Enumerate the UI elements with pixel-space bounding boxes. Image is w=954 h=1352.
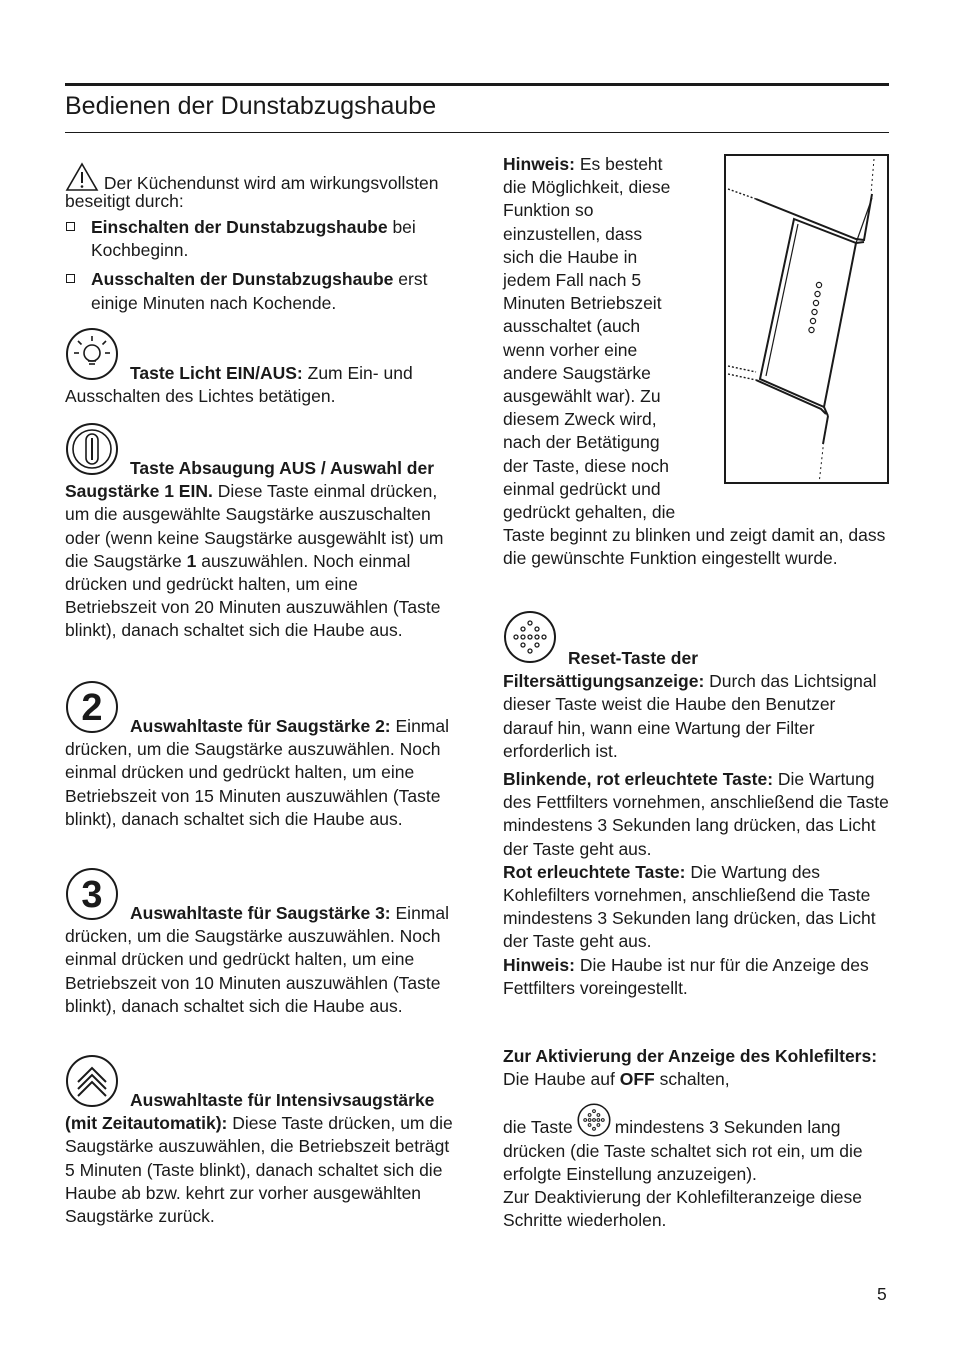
note-line: einmal gedrückt und <box>503 478 661 499</box>
off-text <box>65 457 453 643</box>
blink-rest: Die Wartung des Fettfilters vornehmen, anschließend die Taste mindestens 3 Sekunden lang drücken, das Licht der Taste geht aus. <box>503 769 889 859</box>
note-line: diesem Zweck wird, <box>503 409 657 430</box>
speed2-section <box>65 680 453 831</box>
activate-text <box>503 1045 889 1091</box>
speed3-bold: Auswahltaste für Saugstärke 3: <box>130 903 391 923</box>
header-rule-bottom <box>65 132 889 133</box>
note-lines <box>503 153 723 524</box>
header-rule-top <box>65 83 889 86</box>
note-line: einzustellen, dass <box>503 223 643 244</box>
page-title: Bedienen der Dunstabzugshaube <box>65 92 437 120</box>
intro-label: Der Küchendunst wird am wirkungsvollsten beseitigt durch: <box>65 173 439 211</box>
hint2-rest: Die Haube ist nur für die Anzeige des Fettfilters voreingestellt. <box>503 954 869 998</box>
red-rest: Die Wartung des Kohlefilters vornehmen, anschließend die Taste mindestens 3 Sekunden lang drücken, das Licht der Taste geht aus. <box>503 861 876 952</box>
note-line: die Möglichkeit, diese <box>503 177 671 198</box>
bullet-item-1 <box>65 216 453 262</box>
note-line: wenn vorher eine <box>503 339 638 360</box>
bullet-text: erst einige Minuten nach Kochende. <box>91 269 428 313</box>
blink-section <box>503 768 889 1000</box>
light-text <box>65 362 453 408</box>
hood-control-panel-figure <box>724 154 889 484</box>
reset-section <box>503 610 889 763</box>
blink-text <box>503 768 889 861</box>
hint2-bold: Hinweis: <box>503 954 575 975</box>
note-line: Funktion so <box>503 200 594 221</box>
speed2-bold: Auswahltaste für Saugstärke 2: <box>130 716 391 736</box>
off-rest2: auszuwählen. Noch einmal drücken und gedrückt halten, um eine Betriebszeit von 20 Minuten auszuwählen (Taste blinkt), danach schaltet sich die Haube aus. <box>65 550 441 641</box>
speed3-section <box>65 867 453 1018</box>
filter-reset-icon <box>577 1103 611 1137</box>
activate-section <box>503 1045 889 1232</box>
speed3-text <box>65 902 453 1018</box>
bullet-text: bei Kochbeginn. <box>91 217 416 261</box>
bullet-bold: Ausschalten der Dunstabzugshaube <box>91 269 394 290</box>
note-line: Minuten Betriebszeit <box>503 293 662 314</box>
note-line: sich die Haube in <box>503 246 638 267</box>
activate-bold: Zur Aktivierung der Anzeige des Kohlefilters: <box>503 1046 878 1066</box>
intro-section <box>65 162 453 315</box>
blink-bold: Blinkende, rot erleuchtete Taste: <box>503 769 774 789</box>
checkbox-square-icon <box>66 222 75 231</box>
off-bold2: 1 <box>186 550 197 571</box>
hint2-text <box>503 954 889 1000</box>
speed-3-icon-label: 3 <box>81 874 103 916</box>
note-line: Hinweis: Es besteht <box>503 154 663 174</box>
note-bold: Hinweis: <box>503 154 575 174</box>
reset-bold: Reset-Taste der Filtersättigungsanzeige: <box>503 648 705 692</box>
light-section <box>65 327 453 408</box>
bullet-bold: Einschalten der Dunstabzugshaube <box>91 217 388 237</box>
intensive-rest: Diese Taste drücken, um die Saugstärke auszuwählen, die Betriebszeit beträgt 5 Minuten (Taste blinkt), danach schaltet sich die Haube ab bzw. kehrt zur vorher ausgewählten Saugstärke zurück. <box>65 1113 453 1227</box>
speed2-text <box>65 715 453 831</box>
reset-rest: Durch das Lichtsignal dieser Taste weist die Haube den Benutzer darauf hin, wann eine Wartung der Filter erforderlich ist. <box>503 671 877 761</box>
note-line: andere Saugstärke <box>503 362 651 383</box>
light-bold: Taste Licht EIN/AUS: <box>130 363 303 383</box>
light-rest: Zum Ein- und Ausschalten des Lichtes betätigen. <box>65 363 413 407</box>
speed2-rest: Einmal drücken, um die Saugstärke auszuwählen. Noch einmal drücken und gedrückt halten, um eine Betriebszeit von 15 Minuten auszuwählen (Taste blinkt), danach schaltet sich die Haube aus. <box>65 716 449 829</box>
off-bold: Taste Absaugung AUS / Auswahl der Saugstärke 1 EIN. <box>65 458 435 502</box>
note-line: jedem Fall nach 5 <box>503 270 642 291</box>
note-tail: Taste beginnt zu blinken und zeigt damit an, dass die gewünschte Funktion eingestellt wurde. <box>503 525 886 569</box>
deactivate-text: Zur Deaktivierung der Kohlefilteranzeige diese Schritte wiederholen. <box>503 1187 862 1231</box>
activate-line2-post: mindestens 3 Sekunden lang drücken (die Taste schaltet sich rot ein, um die erfolgte Einstellung anzuzeigen). <box>503 1117 863 1184</box>
note-line: ausschaltet (auch <box>503 316 641 337</box>
activate-bold2: OFF <box>619 1069 655 1090</box>
activate-rest: Die Haube auf <box>503 1069 620 1090</box>
red-bold: Rot erleuchtete Taste: <box>503 861 686 882</box>
intensive-text <box>65 1089 453 1228</box>
off-section <box>65 422 453 643</box>
note-line: ausgewählt war). Zu <box>503 386 661 407</box>
off-rest1: Diese Taste einmal drücken, um die ausgewählte Saugstärke auszuschalten oder (wenn keine Saugstärke ausgewählt ist) um die Saugstärke <box>65 481 444 571</box>
page-number: 5 <box>877 1284 887 1304</box>
intensive-bold: Auswahltaste für Intensivsaugstärke (mit Zeitautomatik): <box>65 1090 435 1134</box>
speed3-rest: Einmal drücken, um die Saugstärke auszuwählen. Noch einmal drücken und gedrückt halten, um eine Betriebszeit von 10 Minuten auszuwählen (Taste blinkt), danach schaltet sich die Haube aus. <box>65 903 449 1016</box>
speed-2-icon-label: 2 <box>81 687 103 729</box>
note-line: nach der Betätigung <box>503 432 660 453</box>
intro-text <box>65 162 453 210</box>
reset-text <box>503 647 889 763</box>
intensive-section <box>65 1054 453 1228</box>
note-line: der Taste, diese noch <box>503 455 670 476</box>
warning-icon <box>65 162 99 192</box>
bullet-item-2 <box>65 268 453 314</box>
activate-line2-pre: die Taste <box>503 1117 573 1138</box>
activate-rest2: schalten, <box>654 1069 730 1090</box>
note-line: gedrückt gehalten, die <box>503 502 676 523</box>
checkbox-square-icon <box>66 274 75 283</box>
activate-line2 <box>503 1103 889 1186</box>
red-text <box>503 861 889 954</box>
